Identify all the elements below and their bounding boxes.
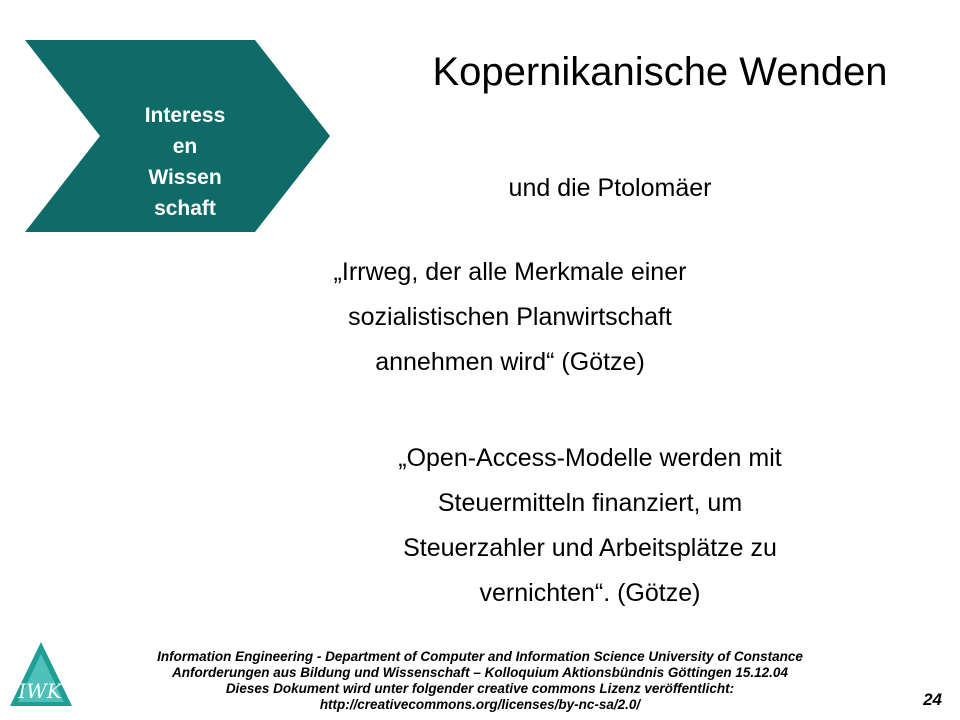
- footer-text: Information Engineering - Department of Computer and Information Science University of Constance Anforderungen aus Bildung und Wissenschaft – Kolloquium Aktionsbündnis Göttingen 15.12.04 Dieses Dokument wird unter folgender creative commons Lizenz veröffentlicht: http://creativecommons.org/licenses/by-nc-sa/2.0/: [157, 649, 803, 712]
- iwk-triangle-logo-icon: [8, 640, 74, 708]
- quote-irrweg: „Irrweg, der alle Merkmale einer sozialistischen Planwirtschaft annehmen wird“ (Götze): [333, 258, 687, 376]
- slide-subtitle: und die Ptolomäer: [508, 174, 712, 202]
- svg-text:IWK: IWK: [18, 679, 62, 703]
- quote-open-access: „Open-Access-Modelle werden mit Steuermitteln finanziert, um Steuerzahler und Arbeitsplätze zu vernichten“. (Götze): [398, 444, 782, 607]
- page-number: 24: [923, 690, 942, 709]
- section-chevron-label: Interess en Wissen schaft: [144, 104, 226, 220]
- slide-title: Kopernikanische Wenden: [432, 50, 888, 94]
